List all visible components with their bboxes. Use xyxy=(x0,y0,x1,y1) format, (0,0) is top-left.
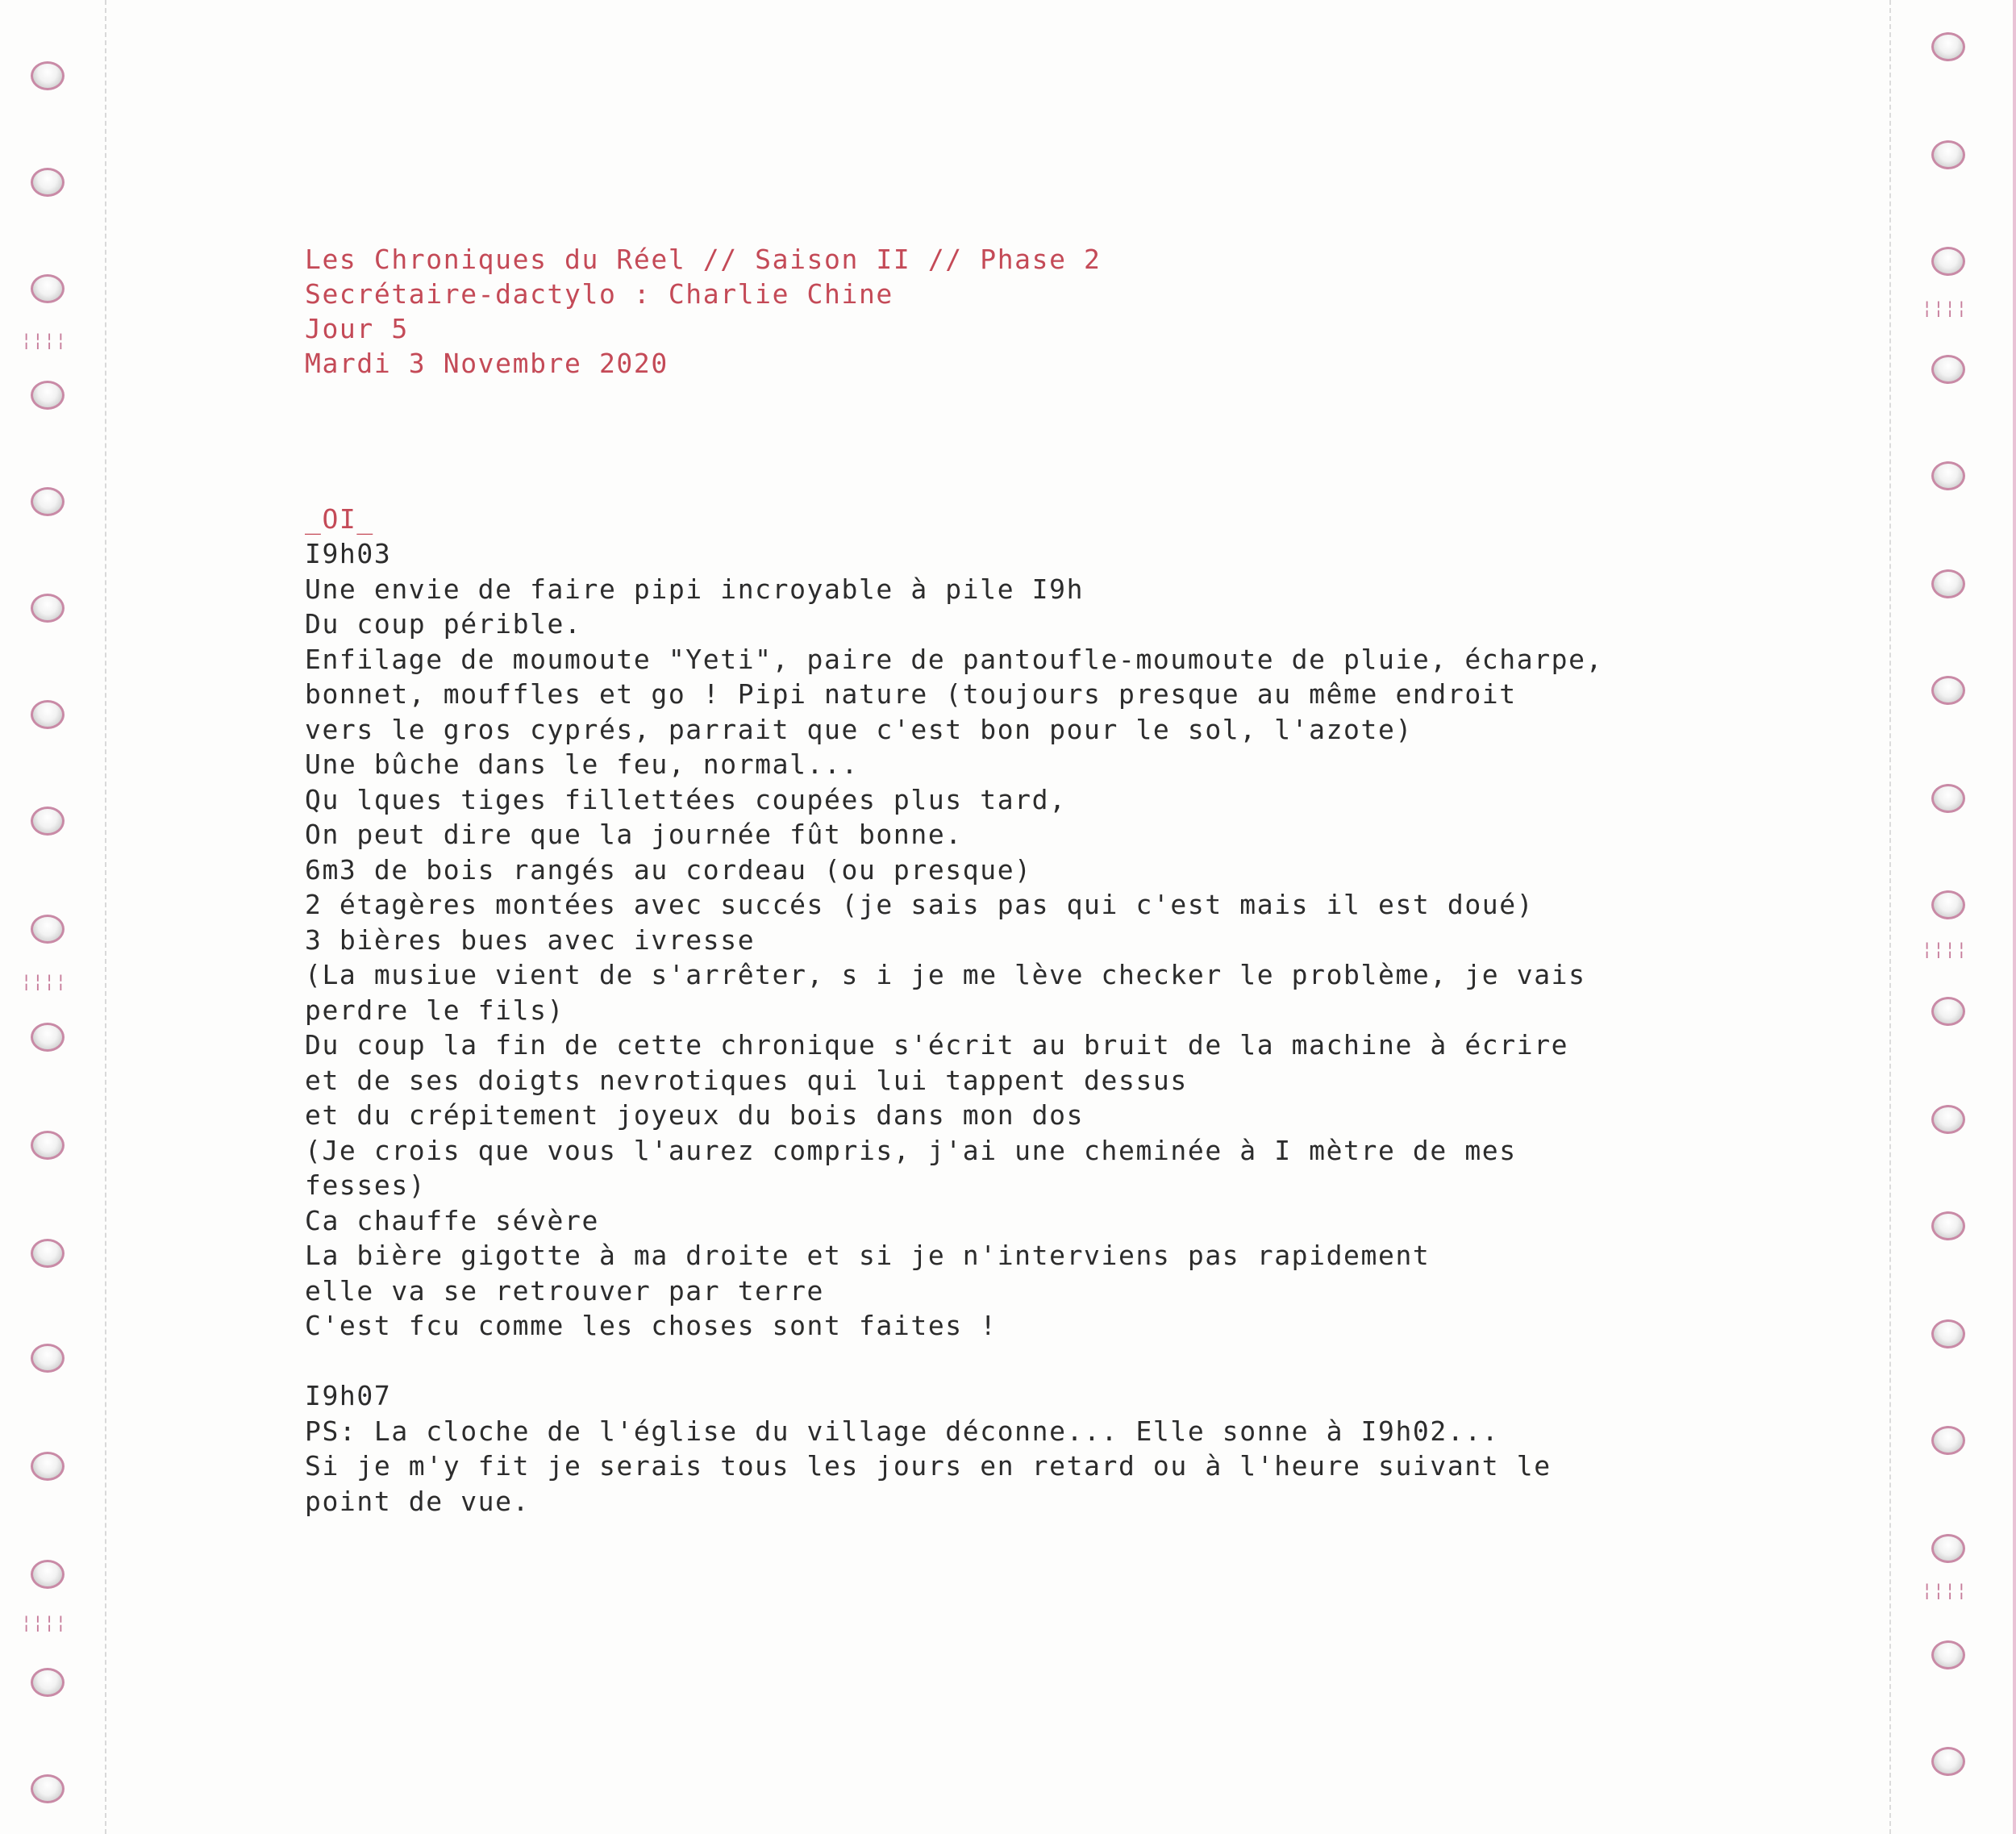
perforation-hole xyxy=(31,807,65,836)
chronicle-series-title: Les Chroniques du Réel // Saison II // Phase 2 xyxy=(305,244,1102,275)
perforation-hole xyxy=(31,168,65,197)
typed-document xyxy=(305,242,1676,1519)
entry-line: perdre le fils) xyxy=(305,994,565,1026)
tear-perforation-mark: ¦¦¦¦ xyxy=(1922,298,1968,319)
perforation-hole xyxy=(31,1344,65,1373)
left-tractor-strip xyxy=(0,0,106,1834)
perforation-hole xyxy=(31,594,65,623)
tear-perforation-mark: ¦¦¦¦ xyxy=(21,1613,67,1633)
perforation-hole xyxy=(1931,1211,1965,1240)
entry-line: fesses) xyxy=(305,1169,427,1201)
perforation-hole xyxy=(1931,784,1965,813)
entry-line: bonnet, mouffles et go ! Pipi nature (toujours presque au même endroit xyxy=(305,678,1517,710)
entry-line: 2 étagères montées avec succés (je sais pas qui c'est mais il est doué) xyxy=(305,889,1535,920)
perforation-hole xyxy=(31,1023,65,1052)
entry-line: et de ses doigts nevrotiques qui lui tappent dessus xyxy=(305,1064,1188,1096)
entry-line: 6m3 de bois rangés au cordeau (ou presque) xyxy=(305,853,1032,886)
entry-number: _OI_ xyxy=(305,503,374,535)
entry-line: (Je crois que vous l'aurez compris, j'ai une cheminée à I mètre de mes xyxy=(305,1134,1517,1166)
entry-line: Enfilage de moumoute "Yeti", paire de pantoufle-moumoute de pluie, écharpe, xyxy=(305,643,1604,675)
perforation-hole xyxy=(31,1131,65,1160)
perforation-hole xyxy=(31,274,65,303)
perforation-hole xyxy=(31,1560,65,1589)
perforation-hole xyxy=(1931,355,1965,384)
entry-timestamp: I9h07 xyxy=(305,1380,392,1411)
perforation-hole xyxy=(31,1239,65,1268)
entry-line: Une bûche dans le feu, normal... xyxy=(305,748,859,780)
perforation-hole xyxy=(1931,676,1965,705)
entry-line: et du crépitement joyeux du bois dans mon dos xyxy=(305,1099,1085,1131)
perforation-hole xyxy=(1931,1640,1965,1669)
perforation-hole xyxy=(31,1668,65,1697)
entry-line: On peut dire que la journée fût bonne. xyxy=(305,819,963,850)
entry-line: Du coup la fin de cette chronique s'écrit au bruit de la machine à écrire xyxy=(305,1029,1569,1061)
perforation-hole xyxy=(31,1774,65,1803)
entry-line: PS: La cloche de l'église du village déconne... Elle sonne à I9h02... xyxy=(305,1415,1500,1447)
entry-line: point de vue. xyxy=(305,1485,531,1517)
entry-line: Ca chauffe sévère xyxy=(305,1204,599,1236)
header-spacing xyxy=(305,381,1676,502)
perforation-hole xyxy=(31,915,65,944)
perforation-hole xyxy=(1931,890,1965,919)
entry-line: (La musiue vient de s'arrêter, s i je me lève checker le problème, je vais xyxy=(305,959,1586,990)
perforation-hole xyxy=(31,1452,65,1481)
tear-perforation-mark: ¦¦¦¦ xyxy=(21,331,67,351)
entry-line: Qu lques tiges fillettées coupées plus tard, xyxy=(305,783,1067,815)
entry-timestamp: I9h03 xyxy=(305,538,392,569)
perforation-hole xyxy=(1931,140,1965,169)
entry-line: Une envie de faire pipi incroyable à pile I9h xyxy=(305,573,1085,605)
day-number: Jour 5 xyxy=(305,313,409,344)
typist-credit: Secrétaire-dactylo : Charlie Chine xyxy=(305,278,893,310)
entry-body xyxy=(305,536,1676,1519)
entry-line: Si je m'y fit je serais tous les jours en retard ou à l'heure suivant le xyxy=(305,1450,1552,1482)
entry-line: vers le gros cyprés, parrait que c'est bon pour le sol, l'azote) xyxy=(305,713,1413,745)
entry-date: Mardi 3 Novembre 2020 xyxy=(305,348,669,379)
perforation-hole xyxy=(1931,32,1965,61)
perforation-hole xyxy=(1931,1319,1965,1348)
tear-perforation-mark: ¦¦¦¦ xyxy=(21,972,67,992)
perforation-hole xyxy=(1931,1747,1965,1776)
entry-line: 3 bières bues avec ivresse xyxy=(305,923,756,956)
perforation-hole xyxy=(1931,1426,1965,1455)
tear-perforation-mark: ¦¦¦¦ xyxy=(1922,1581,1968,1601)
perforation-hole xyxy=(31,381,65,410)
perforation-hole xyxy=(31,61,65,90)
perforation-hole xyxy=(1931,1534,1965,1563)
entry-line: Du coup périble. xyxy=(305,608,582,640)
perforation-hole xyxy=(31,700,65,729)
entry-line: La bière gigotte à ma droite et si je n'interviens pas rapidement xyxy=(305,1240,1431,1271)
perforation-hole xyxy=(1931,1105,1965,1134)
perforation-hole xyxy=(1931,997,1965,1026)
entry-blank-line xyxy=(305,1344,1676,1379)
right-tractor-strip xyxy=(1889,0,2016,1834)
perforation-hole xyxy=(1931,461,1965,490)
perforation-hole xyxy=(1931,247,1965,276)
tear-perforation-mark: ¦¦¦¦ xyxy=(1922,940,1968,960)
perforation-hole xyxy=(31,487,65,516)
entry-line: elle va se retrouver par terre xyxy=(305,1274,825,1307)
perforation-hole xyxy=(1931,569,1965,598)
entry-line: C'est fcu comme les choses sont faites ! xyxy=(305,1310,998,1341)
